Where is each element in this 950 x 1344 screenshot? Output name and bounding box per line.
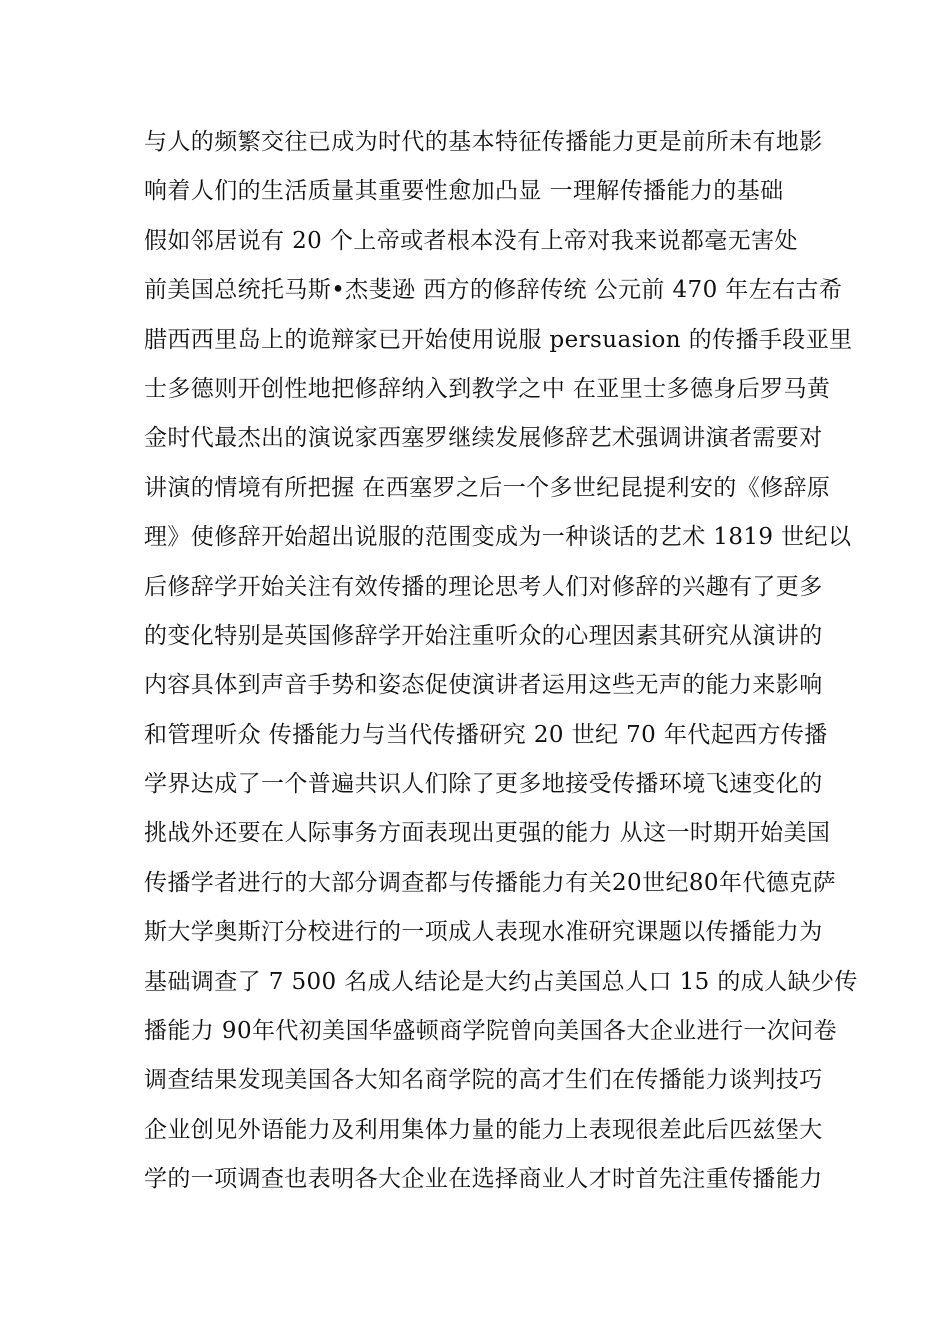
text-line: 挑战外还要在人际事务方面表现出更强的能力 从这一时期开始美国 bbox=[144, 820, 831, 847]
text-line: 的变化特别是英国修辞学开始注重听众的心理因素其研究从演讲的 bbox=[144, 622, 823, 649]
text-line: 学界达成了一个普遍共识人们除了更多地接受传播环境飞速变化的 bbox=[144, 771, 823, 798]
body-text bbox=[144, 118, 858, 1205]
text-line: 和管理听众 传播能力与当代传播研究 20 世纪 70 年代起西方传播 bbox=[144, 721, 828, 748]
text-line: 企业创见外语能力及利用集体力量的能力上表现很差此后匹兹堡大 bbox=[144, 1116, 823, 1143]
text-line: 斯大学奥斯汀分校进行的一项成人表现水准研究课题以传播能力为 bbox=[144, 919, 823, 946]
text-line: 士多德则开创性地把修辞纳入到教学之中 在亚里士多德身后罗马黄 bbox=[144, 375, 831, 402]
text-line: 基础调查了 7 500 名成人结论是大约占美国总人口 15 的成人缺少传 bbox=[144, 968, 858, 995]
text-line: 后修辞学开始关注有效传播的理论思考人们对修辞的兴趣有了更多 bbox=[144, 573, 823, 600]
text-line: 腊西西里岛上的诡辩家已开始使用说服 persuasion 的传播手段亚里 bbox=[144, 326, 853, 353]
text-line: 播能力 90年代初美国华盛顿商学院曾向美国各大企业进行一次问卷 bbox=[144, 1018, 837, 1045]
text-line: 与人的频繁交往已成为时代的基本特征传播能力更是前所未有地影 bbox=[144, 129, 823, 155]
text-line: 假如邻居说有 20 个上帝或者根本没有上帝对我来说都毫无害处 bbox=[144, 227, 798, 254]
text-line: 内容具体到声音手势和姿态促使演讲者运用这些无声的能力来影响 bbox=[144, 672, 823, 699]
text-line: 金时代最杰出的演说家西塞罗继续发展修辞艺术强调讲演者需要对 bbox=[144, 425, 823, 452]
text-line: 学的一项调查也表明各大企业在选择商业人才时首先注重传播能力 bbox=[144, 1166, 823, 1193]
text-line: 传播学者进行的大部分调查都与传播能力有关20世纪80年代德克萨 bbox=[144, 869, 836, 896]
text-line: 讲演的情境有所把握 在西塞罗之后一个多世纪昆提利安的《修辞原 bbox=[144, 474, 831, 501]
text-line: 理》使修辞开始超出说服的范围变成为一种谈话的艺术 1819 世纪以 bbox=[144, 524, 852, 551]
text-line: 响着人们的生活质量其重要性愈加凸显 一理解传播能力的基础 bbox=[144, 178, 784, 205]
text-line: 调查结果发现美国各大知名商学院的高才生们在传播能力谈判技巧 bbox=[144, 1067, 823, 1094]
text-line: 前美国总统托马斯•杰斐逊 西方的修辞传统 公元前 470 年左右古希 bbox=[144, 277, 843, 304]
